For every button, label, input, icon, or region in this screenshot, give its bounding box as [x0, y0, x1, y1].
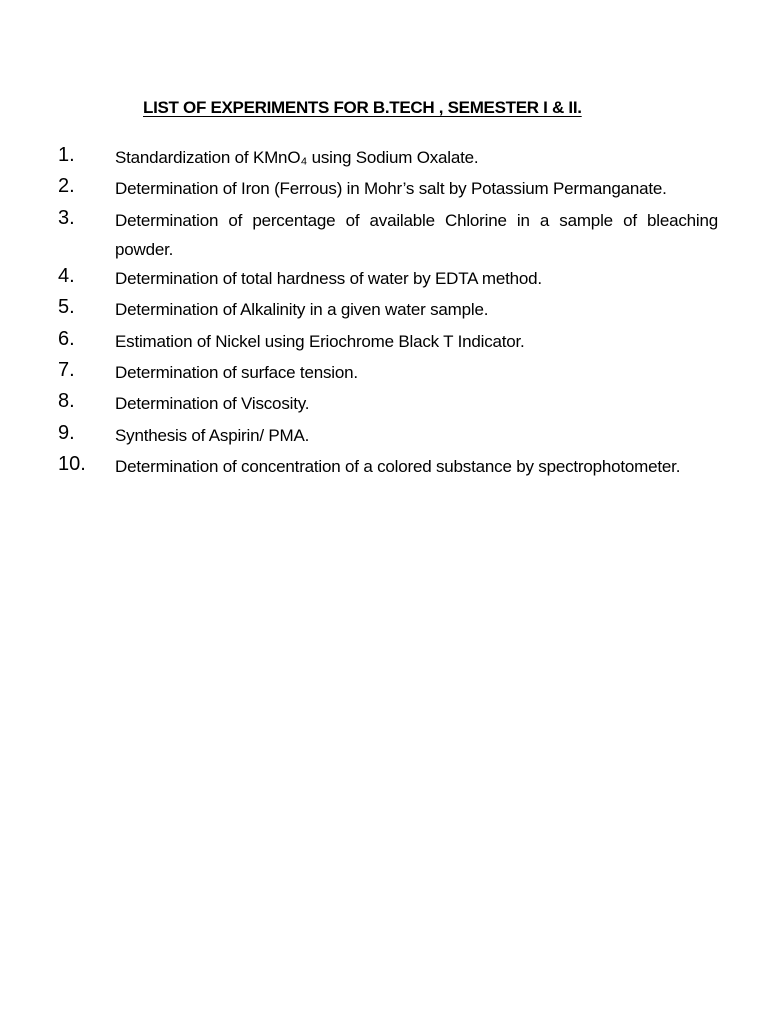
list-item-text: Determination of Viscosity.	[115, 394, 310, 414]
list-item-text: Estimation of Nickel using Eriochrome Black T Indicator.	[115, 331, 525, 351]
list-item-number: 3.	[58, 206, 75, 229]
list-item-number: 8.	[58, 390, 75, 413]
list-item	[58, 452, 718, 483]
list-item	[58, 264, 718, 295]
list-item-number: 1.	[58, 144, 75, 166]
list-item	[58, 143, 718, 174]
list-item	[58, 421, 718, 452]
list-item-text: Synthesis of Aspirin/ PMA.	[115, 425, 310, 445]
list-item	[58, 389, 718, 420]
list-item-number: 2.	[58, 175, 75, 198]
list-item-text: Determination of concentration of a colored substance by spectrophotometer.	[115, 457, 681, 477]
list-item-number: 9.	[58, 421, 75, 444]
list-item-number: 4.	[58, 264, 75, 287]
list-item	[58, 174, 718, 205]
list-item-text: Determination of surface tension.	[115, 362, 358, 382]
list-item	[58, 206, 718, 264]
list-item-text: Determination of Iron (Ferrous) in Mohr’s salt by Potassium Permanganate.	[115, 179, 667, 199]
list-item-text: Determination of Alkalinity in a given water sample.	[115, 300, 489, 320]
list-item-text: Determination of percentage of available Chlorine in a sample of bleaching powder.	[115, 210, 718, 259]
list-item-number: 7.	[58, 358, 75, 381]
list-item	[58, 327, 718, 358]
list-item-number: 10.	[58, 453, 86, 476]
list-item-number: 6.	[58, 327, 75, 350]
list-item-text: Standardization of KMnO₄ using Sodium Oxalate.	[115, 148, 479, 167]
list-item	[58, 358, 718, 389]
page-title: LIST OF EXPERIMENTS FOR B.TECH , SEMESTER I & II.	[143, 98, 582, 117]
experiment-list	[58, 143, 718, 484]
list-item-number: 5.	[58, 296, 75, 319]
list-item-text: Determination of total hardness of water by EDTA method.	[115, 268, 542, 288]
list-item	[58, 295, 718, 326]
